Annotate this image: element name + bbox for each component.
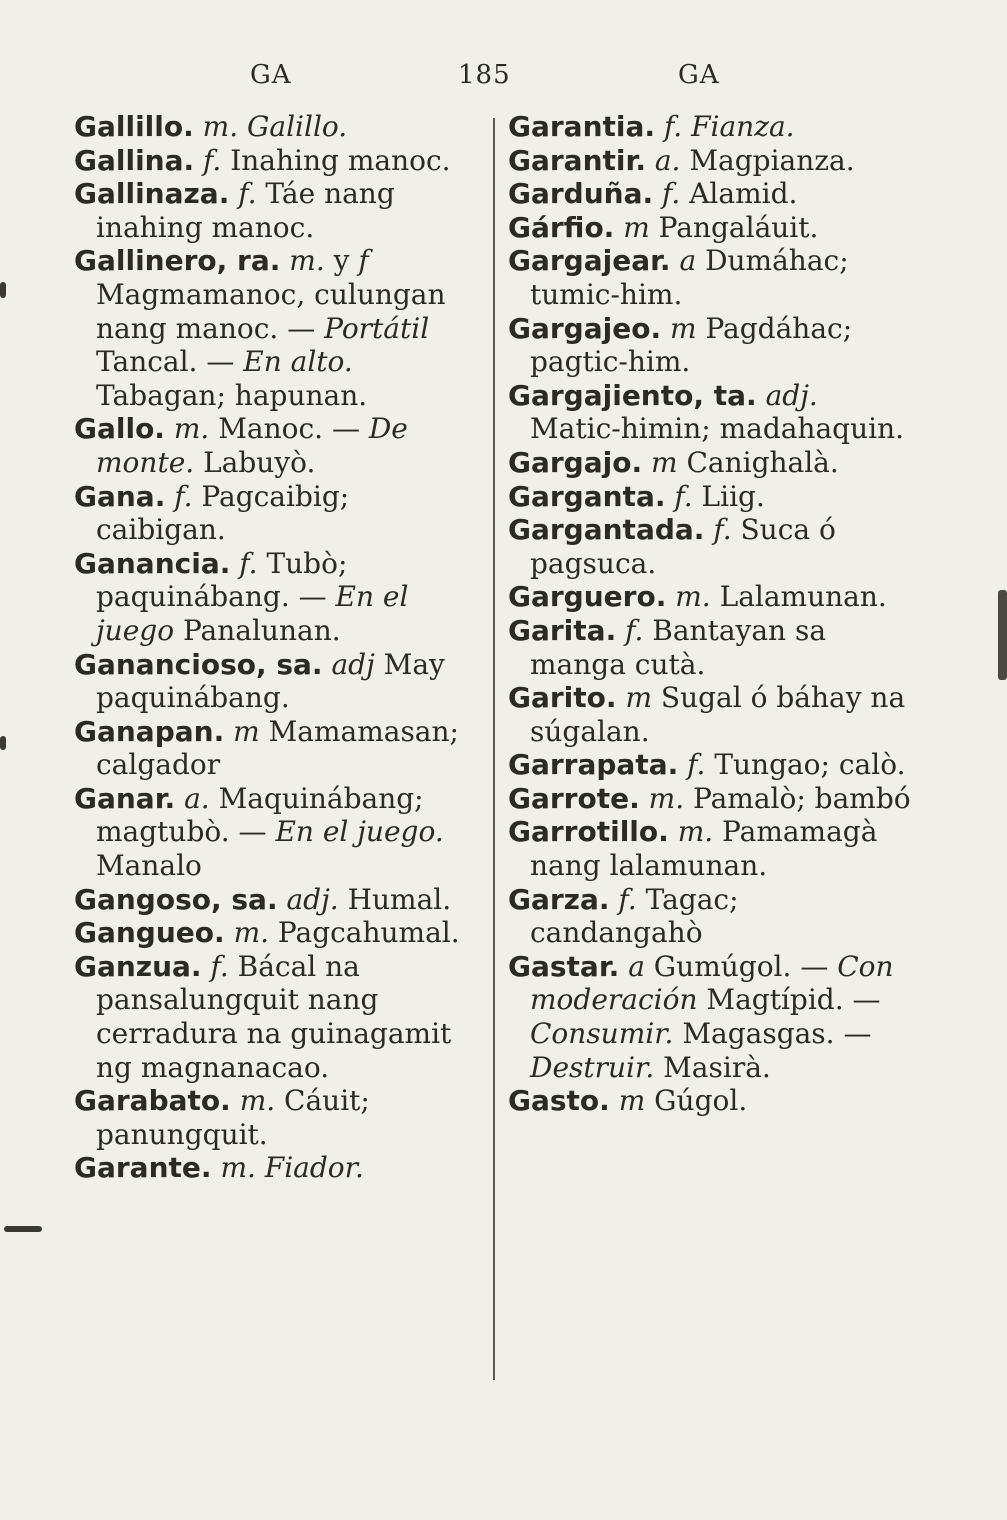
entry-text: [661, 312, 670, 345]
entry-italic: f.: [663, 110, 683, 143]
entry-italic: m: [651, 445, 678, 479]
entry-text: [165, 412, 174, 445]
entry-italic: f.: [687, 748, 706, 782]
dictionary-entry: [74, 547, 482, 648]
edge-mark-left-top: [0, 282, 6, 298]
entry-headword: Gangoso, sa.: [74, 882, 278, 916]
entry-italic: Portátil: [324, 311, 430, 345]
entry-italic: m.: [239, 1084, 276, 1118]
entry-text: Alamid.: [680, 177, 798, 211]
edge-mark-left-mid: [0, 736, 6, 750]
entry-headword: Garrapata.: [508, 748, 679, 782]
entry-italic: m: [670, 311, 697, 345]
dictionary-entry: [508, 748, 916, 782]
entry-italic: f.: [662, 177, 681, 211]
entry-text: Pamalò; bambó: [684, 781, 911, 815]
dictionary-entry: [74, 1151, 482, 1185]
entry-italic: m: [625, 681, 653, 715]
entry-italic: f.: [238, 177, 257, 211]
entry-headword: Gallo.: [74, 412, 165, 446]
entry-headword: Gasto.: [508, 1084, 610, 1118]
edge-mark-left-arrow: [4, 1226, 42, 1232]
entry-text: Dumáhac; tumic-him.: [530, 244, 849, 311]
entry-italic: m.: [220, 1151, 256, 1185]
entry-italic: Galillo.: [247, 110, 348, 143]
entry-italic: f.: [625, 613, 644, 647]
entry-text: Suca ó pagsuca.: [530, 513, 836, 580]
entry-text: [642, 446, 651, 479]
entry-text: May paquinábang.: [96, 647, 445, 715]
entry-italic: f.: [618, 882, 637, 916]
dictionary-entry: [508, 782, 916, 816]
entry-text: Magmamanoc, culungan nang manoc. —: [96, 277, 446, 345]
entry-text: Panalunan.: [174, 613, 341, 647]
entry-text: Gumúgol. —: [644, 949, 838, 983]
entry-headword: Garrotillo.: [508, 815, 669, 849]
entry-headword: Gargajear.: [508, 244, 671, 278]
dictionary-entry: [74, 1084, 482, 1151]
dictionary-entry: [508, 1084, 916, 1118]
entry-text: [256, 1151, 265, 1184]
entry-text: Pangaláuit.: [649, 210, 819, 244]
entry-headword: Gallinero, ra.: [74, 244, 281, 278]
entry-headword: Garantia.: [508, 110, 656, 143]
entry-text: Labuyò.: [194, 445, 316, 479]
dictionary-entry: [74, 648, 482, 715]
dictionary-entry: [508, 883, 916, 950]
dictionary-entry: [74, 883, 482, 917]
entry-text: [619, 950, 628, 983]
entry-italic: m.: [233, 916, 270, 950]
entry-text: Maquinábang; magtubò. —: [96, 781, 424, 849]
entry-text: [175, 782, 184, 815]
entry-headword: Garrote.: [508, 781, 640, 815]
entry-italic: f.: [210, 949, 229, 983]
entry-headword: Ganar.: [74, 781, 176, 815]
entry-italic: adj.: [286, 882, 339, 916]
left-column: [74, 110, 482, 1185]
entry-text: [704, 513, 713, 546]
entry-text: Tagac; candangahò: [530, 882, 739, 950]
entry-text: Tungao; calò.: [705, 748, 906, 782]
entry-italic: De monte.: [96, 412, 408, 479]
entry-italic: En el juego.: [275, 815, 444, 849]
entry-text: Pagcaibig; caibigan.: [96, 479, 350, 547]
entry-text: Magtípid. —: [697, 983, 881, 1017]
entry-italic: a: [679, 244, 697, 278]
entry-italic: m.: [173, 412, 210, 446]
dictionary-entry: [74, 144, 482, 178]
entry-italic: Fianza.: [691, 110, 795, 143]
dictionary-entry: [508, 312, 916, 379]
entry-headword: Ganzua.: [74, 949, 202, 983]
dictionary-entry: [508, 144, 916, 178]
entry-text: Mamamasan; calgador: [96, 714, 459, 782]
entry-headword: Garante.: [74, 1151, 212, 1185]
entry-text: Humal.: [338, 882, 452, 916]
page-number: 185: [458, 60, 511, 90]
entry-headword: Gargajiento, ta.: [508, 378, 757, 412]
entry-text: Canighalà.: [677, 445, 839, 479]
dictionary-entry: [74, 412, 482, 479]
dictionary-entry: [508, 580, 916, 614]
entry-text: [678, 748, 687, 781]
entry-italic: m.: [677, 815, 714, 849]
entry-headword: Gallinaza.: [74, 177, 230, 211]
entry-italic: f.: [174, 479, 193, 513]
entry-text: Cáuit; panungquit.: [96, 1084, 370, 1151]
entry-text: Sugal ó báhay na súgalan.: [530, 681, 906, 748]
entry-text: [238, 110, 247, 143]
entry-italic: f.: [239, 546, 258, 580]
entry-text: Magasgas. —: [673, 1017, 872, 1051]
entry-text: Masirà.: [654, 1050, 771, 1084]
dictionary-entry: [74, 480, 482, 547]
dictionary-entry: [74, 177, 482, 244]
entry-text: [225, 916, 234, 949]
entry-italic: Fiador.: [264, 1151, 364, 1185]
entry-italic: f: [358, 244, 369, 278]
entry-italic: adj: [331, 647, 375, 681]
entry-text: [653, 177, 662, 210]
entry-text: Tubò; paquinábang. —: [96, 546, 348, 614]
entry-headword: Garduña.: [508, 177, 654, 211]
dictionary-entry: [508, 513, 916, 580]
entry-text: [614, 211, 623, 244]
dictionary-entry: [508, 480, 916, 514]
entry-text: [655, 110, 664, 143]
entry-text: Tabagan; hapunan.: [96, 378, 368, 412]
dictionary-entry: [508, 110, 916, 144]
entry-text: Liig.: [692, 479, 765, 513]
entry-headword: Garantir.: [508, 143, 646, 177]
header-right-guide: GA: [678, 60, 720, 90]
entry-text: [757, 379, 766, 412]
header-left-guide: GA: [250, 60, 292, 90]
entry-headword: Ganapan.: [74, 714, 225, 748]
entry-text: [669, 815, 678, 848]
dictionary-entry: [508, 950, 916, 1084]
entry-headword: Garita.: [508, 613, 617, 647]
entry-italic: En el juego: [96, 580, 409, 647]
entry-italic: m.: [289, 244, 325, 278]
dictionary-entry: [508, 681, 916, 748]
dictionary-entry: [508, 379, 916, 446]
entry-italic: f.: [713, 513, 732, 547]
entry-text: y: [324, 244, 359, 278]
entry-text: Manalo: [96, 849, 202, 883]
entry-text: [231, 1084, 240, 1117]
entry-italic: m.: [648, 781, 685, 815]
entry-text: Pamamagà nang lalamunan.: [530, 815, 878, 883]
entry-headword: Ganancia.: [74, 546, 231, 580]
entry-italic: Destruir.: [530, 1050, 655, 1084]
entry-italic: a.: [654, 143, 681, 177]
entry-text: [165, 480, 174, 513]
entry-headword: Gangueo.: [74, 916, 225, 950]
column-divider: [493, 118, 495, 1380]
entry-text: Inahing manoc.: [221, 143, 451, 177]
dictionary-entry: [508, 244, 916, 311]
entry-headword: Gargantada.: [508, 513, 705, 547]
entry-text: Bácal na pansalungquit nang cerradura na guinagamit ng magnanacao.: [96, 949, 452, 1084]
entry-italic: m.: [202, 110, 239, 143]
entry-text: [224, 715, 233, 748]
entry-headword: Gana.: [74, 479, 166, 513]
entry-text: [230, 547, 239, 580]
entry-italic: m: [618, 1084, 646, 1118]
right-column: [508, 110, 916, 1118]
entry-text: [610, 1084, 619, 1117]
entry-text: Táe nang inahing manoc.: [96, 177, 395, 244]
entry-text: [682, 110, 691, 143]
dictionary-entry: [74, 782, 482, 883]
entry-headword: Gárfio.: [508, 210, 615, 244]
dictionary-entry: [508, 177, 916, 211]
entry-text: Matic-himin; madahaquin.: [530, 412, 905, 446]
dictionary-entry: [74, 916, 482, 950]
entry-text: [194, 144, 203, 177]
entry-italic: m: [623, 210, 650, 244]
dictionary-entry: [508, 815, 916, 882]
entry-text: Lalamunan.: [710, 580, 887, 614]
entry-headword: Gallina.: [74, 143, 195, 177]
entry-italic: m: [233, 714, 260, 748]
dictionary-entry: [508, 446, 916, 480]
entry-text: [646, 144, 655, 177]
dictionary-entry: [74, 110, 482, 144]
entry-text: [280, 244, 289, 277]
entry-text: [229, 177, 238, 210]
entry-italic: f.: [203, 143, 222, 177]
entry-italic: f.: [674, 479, 693, 513]
entry-headword: Ganancioso, sa.: [74, 647, 323, 681]
dictionary-entry: [74, 244, 482, 412]
entry-text: [616, 614, 625, 647]
entry-text: [640, 782, 649, 815]
dictionary-entry: [74, 715, 482, 782]
entry-text: Bantayan sa manga cutà.: [530, 613, 827, 681]
entry-italic: m.: [675, 580, 711, 614]
entry-text: Pagcahumal.: [269, 916, 460, 950]
entry-text: Pagdáhac; pagtic-him.: [530, 311, 853, 379]
entry-italic: Consumir.: [530, 1017, 674, 1051]
entry-headword: Gastar.: [508, 949, 620, 983]
entry-headword: Gargajo.: [508, 445, 643, 479]
dictionary-entry: [508, 614, 916, 681]
entry-headword: Garza.: [508, 882, 610, 916]
entry-headword: Garito.: [508, 681, 617, 715]
edge-mark-right: [998, 590, 1007, 680]
entry-italic: En alto.: [243, 345, 353, 379]
entry-italic: a: [628, 949, 645, 983]
dictionary-entry: [74, 950, 482, 1084]
entry-text: Magpianza.: [680, 143, 855, 177]
entry-text: [194, 110, 203, 143]
entry-headword: Garabato.: [74, 1084, 231, 1118]
page-header: [0, 60, 1007, 100]
entry-text: [666, 580, 675, 613]
entry-text: Gúgol.: [645, 1084, 748, 1118]
dictionary-entry: [508, 211, 916, 245]
entry-headword: Gallillo.: [74, 110, 194, 143]
entry-text: Tancal. —: [96, 345, 244, 379]
entry-italic: a.: [184, 781, 210, 815]
entry-headword: Garganta.: [508, 479, 666, 513]
entry-headword: Gargajeo.: [508, 311, 662, 345]
entry-italic: adj.: [765, 378, 818, 412]
entry-headword: Garguero.: [508, 580, 667, 614]
entry-italic: Con moderación: [530, 949, 894, 1017]
entry-text: Manoc. —: [209, 412, 369, 446]
